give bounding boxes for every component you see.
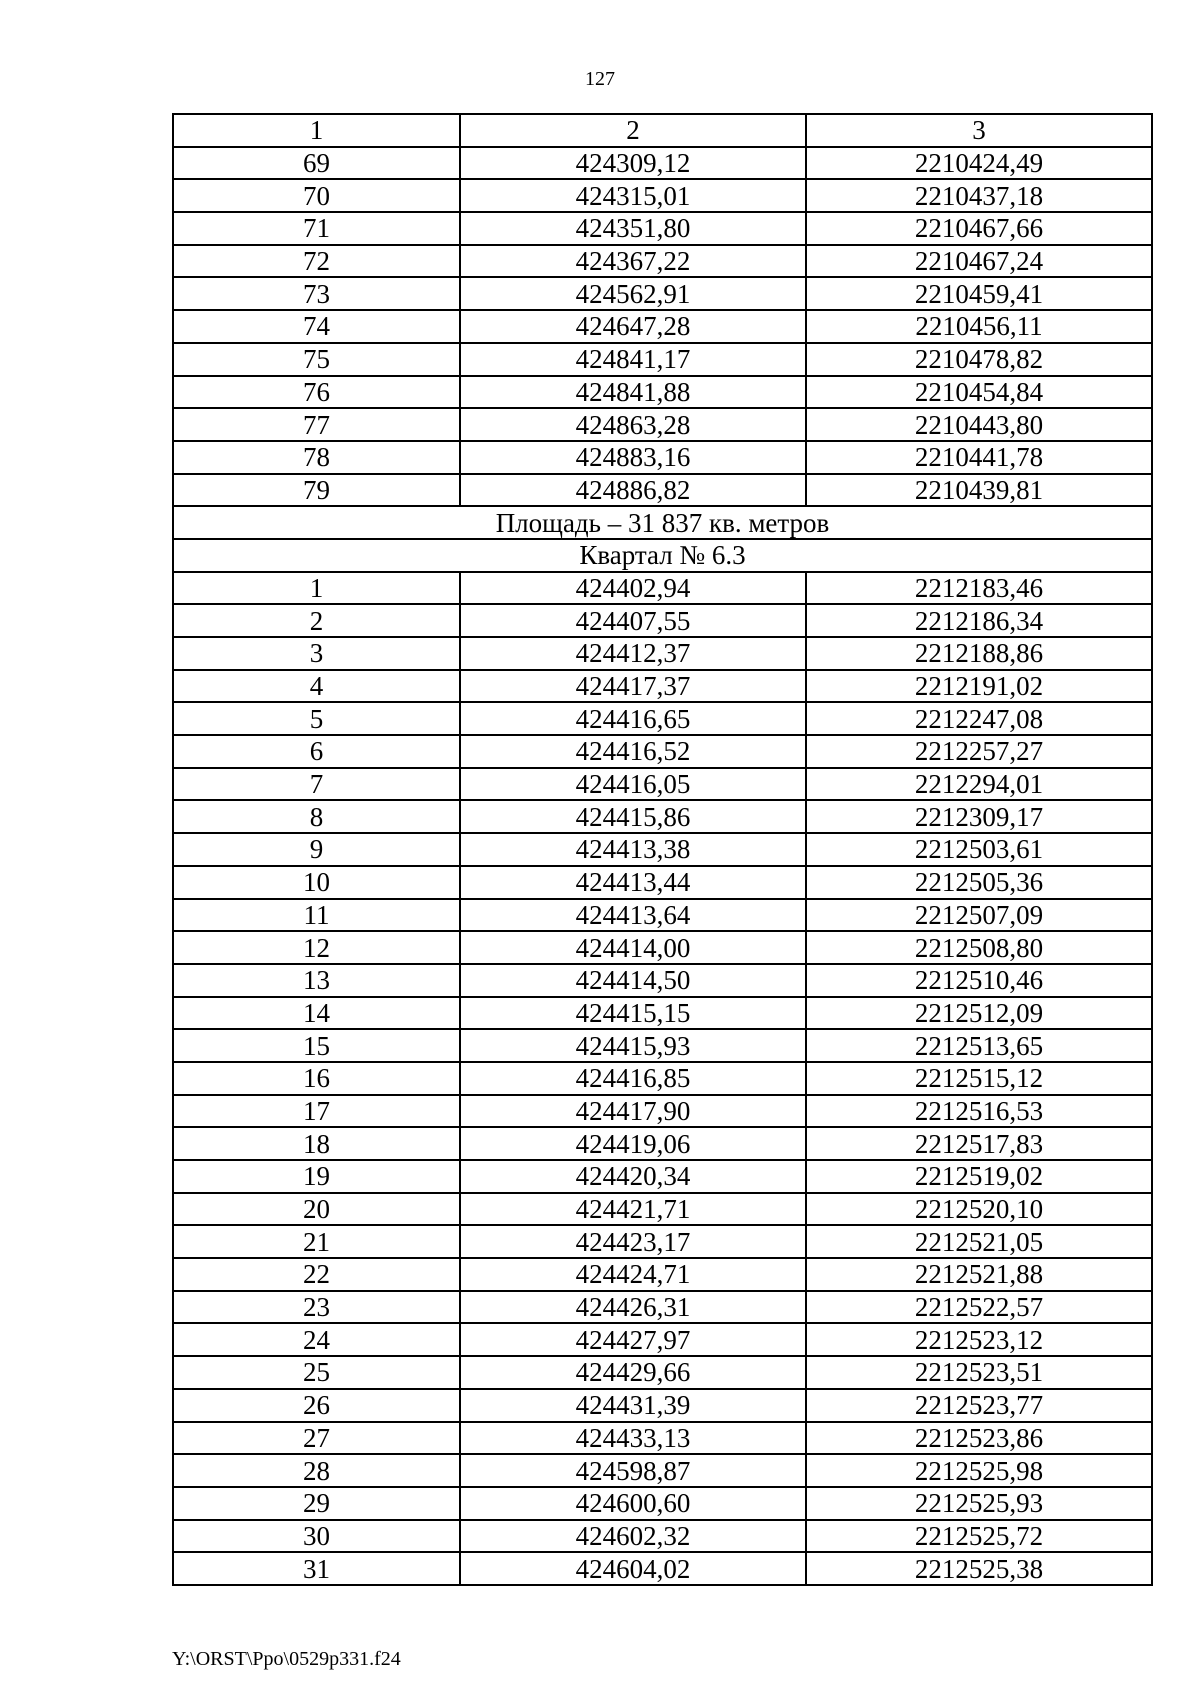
point-number-cell: 74 (173, 310, 460, 343)
table-row (173, 735, 1152, 768)
point-number-cell: 77 (173, 408, 460, 441)
table-row (173, 768, 1152, 801)
x-coordinate-cell: 424415,86 (460, 800, 806, 833)
table-row (173, 1487, 1152, 1520)
table-row (173, 931, 1152, 964)
page-number: 127 (585, 68, 615, 90)
y-coordinate-cell: 2212513,65 (806, 1029, 1152, 1062)
point-number-cell: 26 (173, 1389, 460, 1422)
table-row (173, 800, 1152, 833)
x-coordinate-cell: 424351,80 (460, 212, 806, 245)
y-coordinate-cell: 2212515,12 (806, 1062, 1152, 1095)
x-coordinate-cell: 424562,91 (460, 277, 806, 310)
point-number-cell: 22 (173, 1258, 460, 1291)
point-number-cell: 10 (173, 866, 460, 899)
x-coordinate-cell: 424841,17 (460, 343, 806, 376)
point-number-cell: 28 (173, 1454, 460, 1487)
table-row (173, 212, 1152, 245)
table-row (173, 1193, 1152, 1226)
table-row (173, 1520, 1152, 1553)
coordinates-table (172, 113, 1153, 1586)
point-number-cell: 5 (173, 702, 460, 735)
point-number-cell: 75 (173, 343, 460, 376)
table-row (173, 147, 1152, 180)
point-number-cell: 18 (173, 1127, 460, 1160)
x-coordinate-cell: 424883,16 (460, 441, 806, 474)
point-number-cell: 3 (173, 637, 460, 670)
table-row (173, 702, 1152, 735)
point-number-cell: 2 (173, 604, 460, 637)
y-coordinate-cell: 2212512,09 (806, 997, 1152, 1030)
x-coordinate-cell: 424647,28 (460, 310, 806, 343)
x-coordinate-cell: 424367,22 (460, 245, 806, 278)
table-header-row (173, 114, 1152, 147)
table-row (173, 1160, 1152, 1193)
table-row (173, 376, 1152, 409)
table-row (173, 1323, 1152, 1356)
section-label: Площадь – 31 837 кв. метров (173, 506, 1152, 539)
x-coordinate-cell: 424416,85 (460, 1062, 806, 1095)
footer-file-path: Y:\ORST\Ppo\0529p331.f24 (172, 1648, 401, 1670)
x-coordinate-cell: 424886,82 (460, 474, 806, 507)
table-row (173, 408, 1152, 441)
y-coordinate-cell: 2212523,77 (806, 1389, 1152, 1422)
table-row (173, 964, 1152, 997)
table-row (173, 1029, 1152, 1062)
y-coordinate-cell: 2212183,46 (806, 572, 1152, 605)
point-number-cell: 1 (173, 572, 460, 605)
point-number-cell: 24 (173, 1323, 460, 1356)
x-coordinate-cell: 424419,06 (460, 1127, 806, 1160)
x-coordinate-cell: 424429,66 (460, 1356, 806, 1389)
x-coordinate-cell: 424423,17 (460, 1225, 806, 1258)
y-coordinate-cell: 2212309,17 (806, 800, 1152, 833)
x-coordinate-cell: 424424,71 (460, 1258, 806, 1291)
table-row (173, 1454, 1152, 1487)
y-coordinate-cell: 2210467,24 (806, 245, 1152, 278)
table-row (173, 670, 1152, 703)
y-coordinate-cell: 2212521,88 (806, 1258, 1152, 1291)
x-coordinate-cell: 424416,05 (460, 768, 806, 801)
table-row (173, 833, 1152, 866)
y-coordinate-cell: 2210467,66 (806, 212, 1152, 245)
x-coordinate-cell: 424416,65 (460, 702, 806, 735)
y-coordinate-cell: 2212503,61 (806, 833, 1152, 866)
point-number-cell: 9 (173, 833, 460, 866)
point-number-cell: 79 (173, 474, 460, 507)
x-coordinate-cell: 424600,60 (460, 1487, 806, 1520)
table-row (173, 1291, 1152, 1324)
x-coordinate-cell: 424415,93 (460, 1029, 806, 1062)
table-row (173, 604, 1152, 637)
x-coordinate-cell: 424433,13 (460, 1422, 806, 1455)
table-row (173, 1095, 1152, 1128)
point-number-cell: 17 (173, 1095, 460, 1128)
x-coordinate-cell: 424421,71 (460, 1193, 806, 1226)
point-number-cell: 72 (173, 245, 460, 278)
y-coordinate-cell: 2212510,46 (806, 964, 1152, 997)
point-number-cell: 19 (173, 1160, 460, 1193)
table-section-row (173, 506, 1152, 539)
y-coordinate-cell: 2212525,98 (806, 1454, 1152, 1487)
table-row (173, 1552, 1152, 1585)
point-number-cell: 73 (173, 277, 460, 310)
x-coordinate-cell: 424413,44 (460, 866, 806, 899)
x-coordinate-cell: 424598,87 (460, 1454, 806, 1487)
x-coordinate-cell: 424413,64 (460, 899, 806, 932)
x-coordinate-cell: 424604,02 (460, 1552, 806, 1585)
y-coordinate-cell: 2212525,93 (806, 1487, 1152, 1520)
point-number-cell: 8 (173, 800, 460, 833)
y-coordinate-cell: 2212247,08 (806, 702, 1152, 735)
table-section-row (173, 539, 1152, 572)
table-row (173, 1127, 1152, 1160)
x-coordinate-cell: 424417,90 (460, 1095, 806, 1128)
column-header-1: 1 (173, 114, 460, 147)
y-coordinate-cell: 2210441,78 (806, 441, 1152, 474)
point-number-cell: 13 (173, 964, 460, 997)
point-number-cell: 27 (173, 1422, 460, 1455)
x-coordinate-cell: 424414,00 (460, 931, 806, 964)
table-row (173, 637, 1152, 670)
table-row (173, 1422, 1152, 1455)
table-row (173, 899, 1152, 932)
point-number-cell: 30 (173, 1520, 460, 1553)
table-row (173, 1062, 1152, 1095)
y-coordinate-cell: 2212517,83 (806, 1127, 1152, 1160)
y-coordinate-cell: 2210478,82 (806, 343, 1152, 376)
point-number-cell: 21 (173, 1225, 460, 1258)
y-coordinate-cell: 2212523,51 (806, 1356, 1152, 1389)
y-coordinate-cell: 2212525,72 (806, 1520, 1152, 1553)
point-number-cell: 31 (173, 1552, 460, 1585)
column-header-3: 3 (806, 114, 1152, 147)
x-coordinate-cell: 424402,94 (460, 572, 806, 605)
y-coordinate-cell: 2212508,80 (806, 931, 1152, 964)
y-coordinate-cell: 2210443,80 (806, 408, 1152, 441)
y-coordinate-cell: 2212519,02 (806, 1160, 1152, 1193)
table-row (173, 343, 1152, 376)
table-row (173, 179, 1152, 212)
x-coordinate-cell: 424602,32 (460, 1520, 806, 1553)
y-coordinate-cell: 2212507,09 (806, 899, 1152, 932)
y-coordinate-cell: 2212523,12 (806, 1323, 1152, 1356)
point-number-cell: 14 (173, 997, 460, 1030)
point-number-cell: 78 (173, 441, 460, 474)
y-coordinate-cell: 2212186,34 (806, 604, 1152, 637)
y-coordinate-cell: 2212523,86 (806, 1422, 1152, 1455)
point-number-cell: 6 (173, 735, 460, 768)
table-row (173, 997, 1152, 1030)
x-coordinate-cell: 424407,55 (460, 604, 806, 637)
table-row (173, 277, 1152, 310)
y-coordinate-cell: 2212257,27 (806, 735, 1152, 768)
x-coordinate-cell: 424413,38 (460, 833, 806, 866)
x-coordinate-cell: 424416,52 (460, 735, 806, 768)
y-coordinate-cell: 2210456,11 (806, 310, 1152, 343)
table-row (173, 245, 1152, 278)
x-coordinate-cell: 424420,34 (460, 1160, 806, 1193)
point-number-cell: 7 (173, 768, 460, 801)
y-coordinate-cell: 2212294,01 (806, 768, 1152, 801)
y-coordinate-cell: 2210424,49 (806, 147, 1152, 180)
table-row (173, 572, 1152, 605)
table-row (173, 1225, 1152, 1258)
column-header-2: 2 (460, 114, 806, 147)
x-coordinate-cell: 424414,50 (460, 964, 806, 997)
y-coordinate-cell: 2212188,86 (806, 637, 1152, 670)
point-number-cell: 11 (173, 899, 460, 932)
x-coordinate-cell: 424431,39 (460, 1389, 806, 1422)
table-row (173, 310, 1152, 343)
x-coordinate-cell: 424412,37 (460, 637, 806, 670)
point-number-cell: 71 (173, 212, 460, 245)
point-number-cell: 12 (173, 931, 460, 964)
y-coordinate-cell: 2212520,10 (806, 1193, 1152, 1226)
x-coordinate-cell: 424417,37 (460, 670, 806, 703)
y-coordinate-cell: 2210437,18 (806, 179, 1152, 212)
point-number-cell: 20 (173, 1193, 460, 1226)
x-coordinate-cell: 424426,31 (460, 1291, 806, 1324)
table-row (173, 1258, 1152, 1291)
table-row (173, 441, 1152, 474)
point-number-cell: 69 (173, 147, 460, 180)
point-number-cell: 15 (173, 1029, 460, 1062)
point-number-cell: 70 (173, 179, 460, 212)
section-label: Квартал № 6.3 (173, 539, 1152, 572)
y-coordinate-cell: 2212505,36 (806, 866, 1152, 899)
point-number-cell: 23 (173, 1291, 460, 1324)
point-number-cell: 76 (173, 376, 460, 409)
x-coordinate-cell: 424841,88 (460, 376, 806, 409)
x-coordinate-cell: 424415,15 (460, 997, 806, 1030)
point-number-cell: 4 (173, 670, 460, 703)
x-coordinate-cell: 424863,28 (460, 408, 806, 441)
y-coordinate-cell: 2212191,02 (806, 670, 1152, 703)
x-coordinate-cell: 424427,97 (460, 1323, 806, 1356)
table-row (173, 866, 1152, 899)
y-coordinate-cell: 2212521,05 (806, 1225, 1152, 1258)
y-coordinate-cell: 2210454,84 (806, 376, 1152, 409)
y-coordinate-cell: 2212522,57 (806, 1291, 1152, 1324)
x-coordinate-cell: 424315,01 (460, 179, 806, 212)
point-number-cell: 29 (173, 1487, 460, 1520)
point-number-cell: 25 (173, 1356, 460, 1389)
x-coordinate-cell: 424309,12 (460, 147, 806, 180)
y-coordinate-cell: 2210439,81 (806, 474, 1152, 507)
y-coordinate-cell: 2212516,53 (806, 1095, 1152, 1128)
table-row (173, 1389, 1152, 1422)
y-coordinate-cell: 2210459,41 (806, 277, 1152, 310)
point-number-cell: 16 (173, 1062, 460, 1095)
table-body (173, 147, 1152, 1585)
table-row (173, 1356, 1152, 1389)
y-coordinate-cell: 2212525,38 (806, 1552, 1152, 1585)
table-row (173, 474, 1152, 507)
